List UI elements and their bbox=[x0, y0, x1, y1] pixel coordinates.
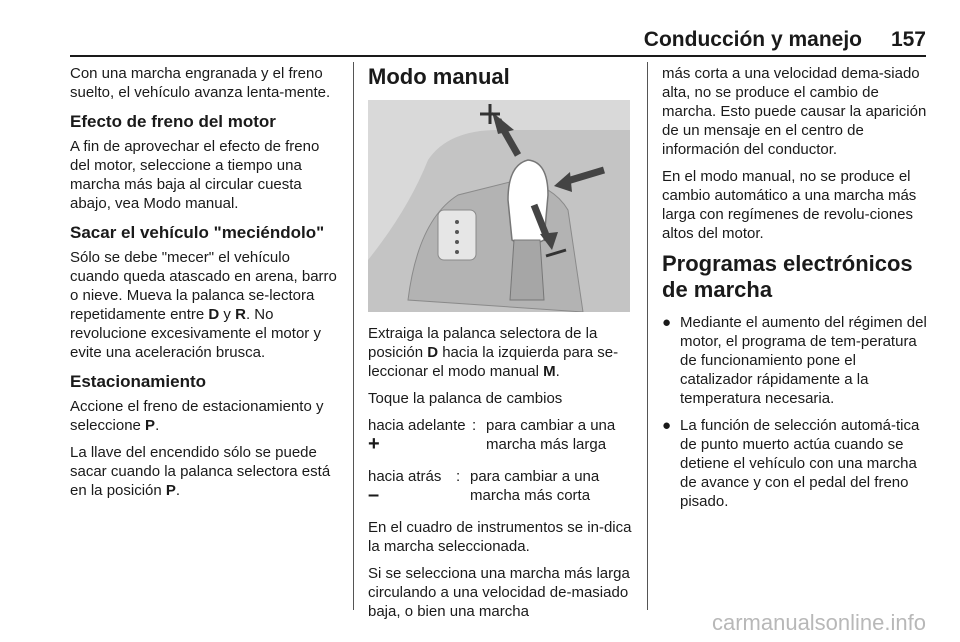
heading-manual-mode: Modo manual bbox=[368, 64, 510, 89]
definition-desc-forward: para cambiar a una marcha más larga bbox=[486, 417, 616, 453]
column-3 bbox=[662, 64, 928, 519]
key-paragraph: La llave del encendido sólo se puede sacar cuando la palanca selectora está en la posición P. bbox=[70, 444, 331, 499]
minus-icon: – bbox=[368, 484, 380, 506]
gear-lever-drawing bbox=[368, 100, 630, 312]
list-item: ● La función de selección automá-tica de punto muerto actúa cuando se detiene el vehículo con una marcha de avance y con el pedal del freno pisado. bbox=[662, 417, 920, 510]
manual-mode-paragraph: Extraiga la palanca selectora de la posición D hacia la izquierda para se-leccionar el modo manual M. bbox=[368, 325, 619, 380]
header-rule bbox=[70, 55, 926, 57]
bullet-icon: ● bbox=[662, 314, 672, 331]
definition-desc-back: para cambiar a una marcha más corta bbox=[470, 468, 600, 504]
column-divider-1 bbox=[353, 62, 354, 610]
intro-paragraph: Con una marcha engranada y el freno suelto, el vehículo avanza lenta-mente. bbox=[70, 65, 331, 101]
instrument-paragraph: En el cuadro de instrumentos se in-dica la marcha seleccionada. bbox=[368, 519, 632, 555]
definition-back bbox=[368, 467, 634, 506]
list-item: ● Mediante el aumento del régimen del motor, el programa de tem-peratura de funcionamiento pone el catalizador rápidamente a la temperatura necesaria. bbox=[662, 314, 927, 407]
bullet-icon: ● bbox=[662, 417, 672, 434]
rocking-paragraph: Sólo se debe "mecer" el vehículo cuando queda atascado en arena, barro o nieve. Mueva la palanca se-lectora repetidamente entre D y R. No revolucione excesivamente el motor y evite una aceleración brusca. bbox=[70, 249, 337, 361]
manual-no-upshift-paragraph: En el modo manual, no se produce el cambio automático a una marcha más larga con regímenes de revolu-ciones altos del motor. bbox=[662, 168, 917, 242]
definition-colon: : bbox=[472, 417, 477, 434]
heading-engine-brake: Efecto de freno del motor bbox=[70, 112, 276, 131]
watermark: carmanualsonline.info bbox=[711, 610, 926, 635]
gear-lever-illustration bbox=[368, 100, 630, 312]
header-title: Conducción y manejo bbox=[643, 28, 862, 51]
column-2 bbox=[368, 64, 634, 629]
definition-term-forward: hacia adelante + bbox=[368, 417, 466, 455]
engine-brake-paragraph: A fin de aprovechar el efecto de freno del motor, seleccione a tiempo una marcha más baja al circular cuesta abajo, vea Modo manual. bbox=[70, 138, 320, 212]
definition-colon: : bbox=[456, 468, 461, 485]
definition-term-back: hacia atrás – bbox=[368, 468, 442, 506]
higher-gear-paragraph: Si se selecciona una marcha más larga circulando a una velocidad de-masiado baja, o bien una marcha bbox=[368, 565, 630, 620]
heading-programs: Programas electrónicos de marcha bbox=[662, 251, 913, 302]
continuation-paragraph: más corta a una velocidad dema-siado alta, no se produce el cambio de marcha. Esto puede causar la aparición de un mensaje en el centro de información del conductor. bbox=[662, 65, 927, 158]
page-number: 157 bbox=[890, 28, 926, 51]
definition-forward bbox=[368, 416, 634, 455]
plus-icon: + bbox=[368, 433, 380, 455]
heading-rocking: Sacar el vehículo "meciéndolo" bbox=[70, 223, 325, 242]
heading-parking: Estacionamiento bbox=[70, 372, 207, 391]
parking-paragraph: Accione el freno de estacionamiento y seleccione P. bbox=[70, 398, 324, 434]
column-divider-2 bbox=[647, 62, 648, 610]
touch-lever-paragraph: Toque la palanca de cambios bbox=[368, 390, 563, 407]
column-1 bbox=[70, 64, 342, 508]
